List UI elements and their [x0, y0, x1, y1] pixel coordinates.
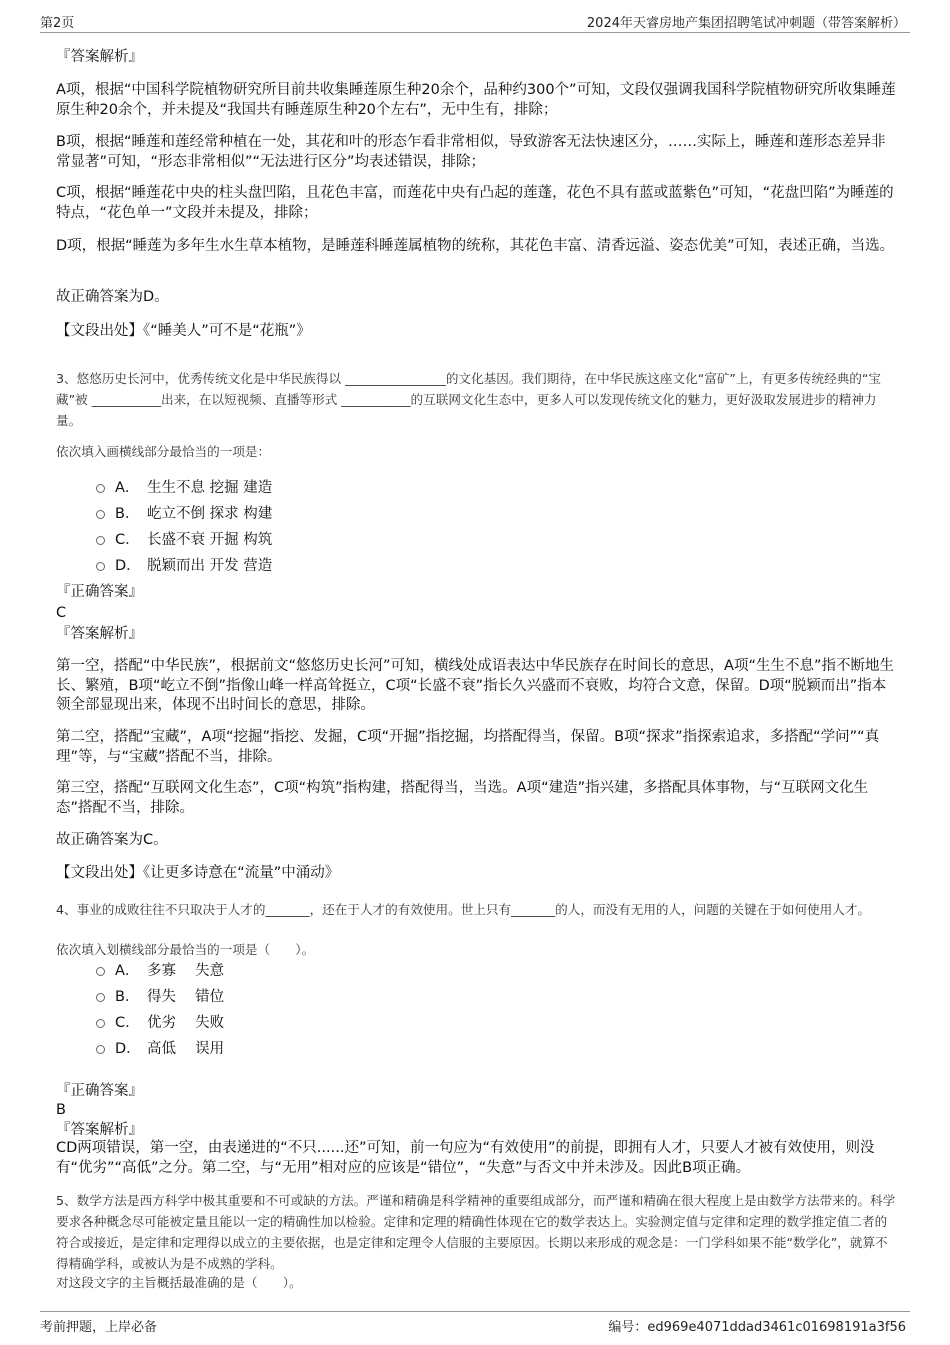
q2-analysis-a: A项，根据“中国科学院植物研究所目前共收集睡莲原生种20余个，品种约300个”可知，文段仅强调我国科学院植物研究所收集睡莲原生种20余个，并未提及“我国共有睡莲原生种20个左右”，无中生有，排除；: [56, 82, 896, 118]
q3-option-d[interactable]: D． 脱颖而出 开发 营造: [96, 556, 272, 576]
q2-analysis-label: 『答案解析』: [56, 49, 143, 65]
q2-analysis-b: B项，根据“睡莲和莲经常种植在一处，其花和叶的形态乍看非常相似，导致游客无法快速区分，……实际上，睡莲和莲形态差异非常显著”可知，“形态非常相似”“无法进行区分”均表述错误，排除；: [56, 134, 886, 170]
q3-option-a[interactable]: A． 生生不息 挖掘 建造: [96, 478, 272, 498]
q3-answer: C: [56, 605, 67, 621]
q2-analysis-d: D项，根据“睡莲为多年生水生草本植物，是睡莲科睡莲属植物的统称，其花色丰富、清香远溢、姿态优美”可知，表述正确，当选。: [56, 238, 895, 254]
q3-prompt: 依次填入画横线部分最恰当的一项是：: [56, 444, 271, 459]
q3-option-c[interactable]: C． 长盛不衰 开掘 构筑: [96, 530, 272, 550]
page-number: 第2页: [40, 16, 75, 31]
radio-icon[interactable]: [96, 562, 105, 571]
radio-icon[interactable]: [96, 510, 105, 519]
q3-analysis-label: 『答案解析』: [56, 626, 143, 642]
footer-slogan: 考前押题，上岸必备: [40, 1320, 158, 1335]
q5-prompt: 对这段文字的主旨概括最准确的是（ ）。: [56, 1275, 302, 1290]
radio-icon[interactable]: [96, 1045, 105, 1054]
q4-option-a[interactable]: A． 多寡 失意: [96, 961, 224, 981]
radio-icon[interactable]: [96, 967, 105, 976]
document-code: 编号：ed969e4071ddad3461c01698191a3f56: [608, 1320, 906, 1335]
q4-answer-label: 『正确答案』: [56, 1083, 143, 1099]
q4-prompt: 依次填入划横线部分最恰当的一项是（ ）。: [56, 942, 315, 957]
radio-icon[interactable]: [96, 536, 105, 545]
q4-option-c[interactable]: C． 优劣 失败: [96, 1013, 224, 1033]
document-title: 2024年天睿房地产集团招聘笔试冲刺题（带答案解析）: [586, 16, 906, 31]
q3-option-b[interactable]: B． 屹立不倒 探求 构建: [96, 504, 272, 524]
page-header: [40, 10, 910, 33]
q4-option-b[interactable]: B． 得失 错位: [96, 987, 224, 1007]
q3-answer-label: 『正确答案』: [56, 584, 143, 600]
q4-analysis-label: 『答案解析』: [56, 1122, 143, 1138]
q4-analysis: CD两项错误，第一空，由表递进的“不只......还”可知，前一句应为“有效使用”的前提，即拥有人才，只要人才被有效使用，则没有“优劣”“高低”之分。第二空，与“无用”相对应的应该是“错位”，“失意”与否文中并未涉及。因此B项正确。: [56, 1140, 875, 1176]
radio-icon[interactable]: [96, 484, 105, 493]
q2-analysis-c: C项，根据“睡莲花中央的柱头盘凹陷，且花色丰富，而莲花中央有凸起的莲蓬，花色不具有蓝或蓝紫色”可知，“花盘凹陷”为睡莲的特点，“花色单一”文段并未提及，排除；: [56, 185, 894, 221]
q4-answer: B: [56, 1102, 66, 1118]
q3-conclusion: 故正确答案为C。: [56, 832, 168, 848]
q3-source: 【文段出处】《让更多诗意在“流量”中涌动》: [56, 865, 340, 881]
q5-stem: 5、数学方法是西方科学中极其重要和不可或缺的方法。严谨和精确是科学精神的重要组成部分，而严谨和精确在很大程度上是由数学方法带来的。科学要求各种概念尽可能被定量且能以一定的精确性加以检验。定律和定理的精确性体现在它的数学表达上。实验测定值与定律和定理的数学推定值二者的符合或接近，是定律和定理得以成立的主要依据，也是定律和定理令人信服的主要原因。长期以来形成的观念是：一门学科如果不能“数学化”，就算不得精确学科，或被认为是不成熟的学科。: [56, 1193, 896, 1271]
q3-stem: 3、悠悠历史长河中，优秀传统文化是中华民族得以 ________________的文化基因。我们期待，在中华民族这座文化“富矿”上，有更多传统经典的“宝藏”被 ___________出来，在以短视频、直播等形式 ___________的互联网文化生态中，更多人可以发现传统文化的魅力，更好汲取发展进步的精神力量。: [56, 371, 881, 428]
page-footer: [40, 1311, 910, 1336]
q3-analysis-3: 第三空，搭配“互联网文化生态”，C项“构筑”指构建，搭配得当，当选。A项“建造”指兴建，多搭配具体事物，与“互联网文化生态”搭配不当，排除。: [56, 780, 869, 816]
radio-icon[interactable]: [96, 993, 105, 1002]
radio-icon[interactable]: [96, 1019, 105, 1028]
q3-analysis-1: 第一空，搭配“中华民族”，根据前文“悠悠历史长河”可知，横线处成语表达中华民族存在时间长的意思，A项“生生不息”指不断地生长、繁殖，B项“屹立不倒”指像山峰一样高耸挺立，C项“长盛不衰”指长久兴盛而不衰败，均符合文意，保留。D项“脱颖而出”指本领全部显现出来，体现不出时间长的意思，排除。: [56, 658, 894, 713]
q4-stem: 4、事业的成败往往不只取决于人才的_______，还在于人才的有效使用。世上只有_______的人，而没有无用的人，问题的关键在于如何使用人才。: [56, 902, 871, 917]
q3-analysis-2: 第二空，搭配“宝藏”，A项“挖掘”指挖、发掘，C项“开掘”指挖掘，均搭配得当，保留。B项“探求”指探索追求，多搭配“学问”“真理”等，与“宝藏”搭配不当，排除。: [56, 729, 880, 765]
q2-conclusion: 故正确答案为D。: [56, 289, 169, 305]
q4-option-d[interactable]: D． 高低 误用: [96, 1039, 224, 1059]
q2-source: 【文段出处】《“睡美人”可不是“花瓶”》: [56, 323, 311, 339]
